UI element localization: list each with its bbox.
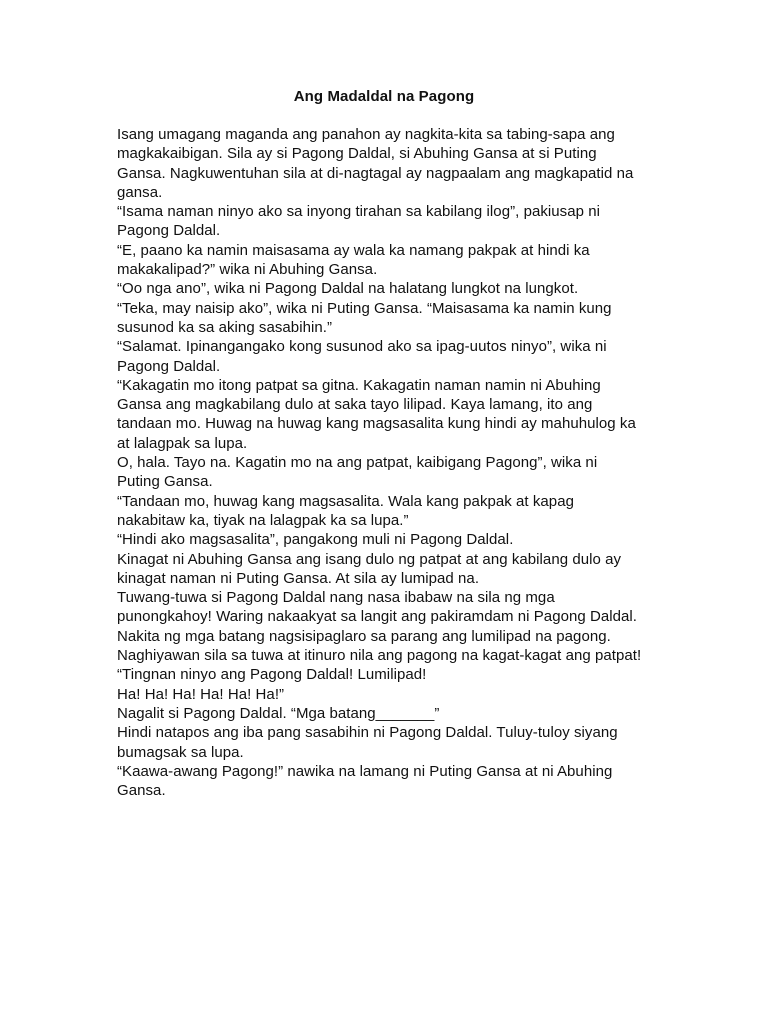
body-line: Puting Gansa. xyxy=(117,473,213,491)
body-line: tandaan mo. Huwag na huwag kang magsasalita kung hindi ay mahuhulog ka xyxy=(117,415,636,433)
body-line: Tuwang-tuwa si Pagong Daldal nang nasa ibabaw na sila ng mga xyxy=(117,589,555,607)
body-line: “Oo nga ano”, wika ni Pagong Daldal na halatang lungkot na lungkot. xyxy=(117,280,579,298)
body-line: Hindi natapos ang iba pang sasabihin ni Pagong Daldal. Tuluy-tuloy siyang xyxy=(117,724,618,742)
body-line: Nagalit si Pagong Daldal. “Mga batang_______” xyxy=(117,704,440,722)
body-line: Ha! Ha! Ha! Ha! Ha! Ha!” xyxy=(117,685,285,703)
body-line: Gansa ang magkabilang dulo at saka tayo lilipad. Kaya lamang, ito ang xyxy=(117,396,593,414)
body-line: O, hala. Tayo na. Kagatin mo na ang patpat, kaibigang Pagong”, wika ni xyxy=(117,454,598,472)
body-line: Gansa. Nagkuwentuhan sila at di-nagtagal ay nagpaalam ang magkapatid na xyxy=(117,164,634,182)
body-line: “Salamat. Ipinangangako kong susunod ako sa ipag-uutos ninyo”, wika ni xyxy=(117,338,607,356)
body-line: nakabitaw ka, tiyak na lalagpak ka sa lupa.” xyxy=(117,511,409,529)
body-line: “Tandaan mo, huwag kang magsasalita. Wala kang pakpak at kapag xyxy=(117,492,574,510)
body-line: Gansa. xyxy=(117,782,166,800)
body-line: gansa. xyxy=(117,183,163,201)
body-line: “Teka, may naisip ako”, wika ni Puting Gansa. “Maisasama ka namin kung xyxy=(117,299,612,317)
body-line: makakalipad?” wika ni Abuhing Gansa. xyxy=(117,261,378,279)
document-body xyxy=(117,125,657,800)
body-line: “Kaawa-awang Pagong!” nawika na lamang ni Puting Gansa at ni Abuhing xyxy=(117,762,613,780)
body-line: “Hindi ako magsasalita”, pangakong muli ni Pagong Daldal. xyxy=(117,531,514,549)
body-line: Naghiyawan sila sa tuwa at itinuro nila ang pagong na kagat-kagat ang patpat! xyxy=(117,647,642,665)
body-line: “Tingnan ninyo ang Pagong Daldal! Lumilipad! xyxy=(117,666,427,684)
body-line: Nakita ng mga batang nagsisipaglaro sa parang ang lumilipad na pagong. xyxy=(117,627,611,645)
body-line: Isang umagang maganda ang panahon ay nagkita-kita sa tabing-sapa ang xyxy=(117,126,615,143)
body-line: “E, paano ka namin maisasama ay wala ka namang pakpak at hindi ka xyxy=(117,241,590,259)
body-line: punongkahoy! Waring nakaakyat sa langit ang pakiramdam ni Pagong Daldal. xyxy=(117,608,638,626)
body-line: Pagong Daldal. xyxy=(117,357,221,375)
body-line: “Kakagatin mo itong patpat sa gitna. Kakagatin naman namin ni Abuhing xyxy=(117,376,601,394)
body-line: “Isama naman ninyo ako sa inyong tirahan sa kabilang ilog”, pakiusap ni xyxy=(117,203,600,221)
body-line: kinagat naman ni Puting Gansa. At sila ay lumipad na. xyxy=(117,569,480,587)
body-line: Pagong Daldal. xyxy=(117,222,221,240)
body-line: Kinagat ni Abuhing Gansa ang isang dulo ng patpat at ang kabilang dulo ay xyxy=(117,550,622,568)
body-line: at lalagpak sa lupa. xyxy=(117,434,248,452)
body-line: susunod ka sa aking sasabihin.” xyxy=(117,318,333,336)
body-line: bumagsak sa lupa. xyxy=(117,743,244,761)
document-title: Ang Madaldal na Pagong xyxy=(293,88,475,105)
body-line: magkakaibigan. Sila ay si Pagong Daldal, si Abuhing Gansa at si Puting xyxy=(117,145,597,163)
